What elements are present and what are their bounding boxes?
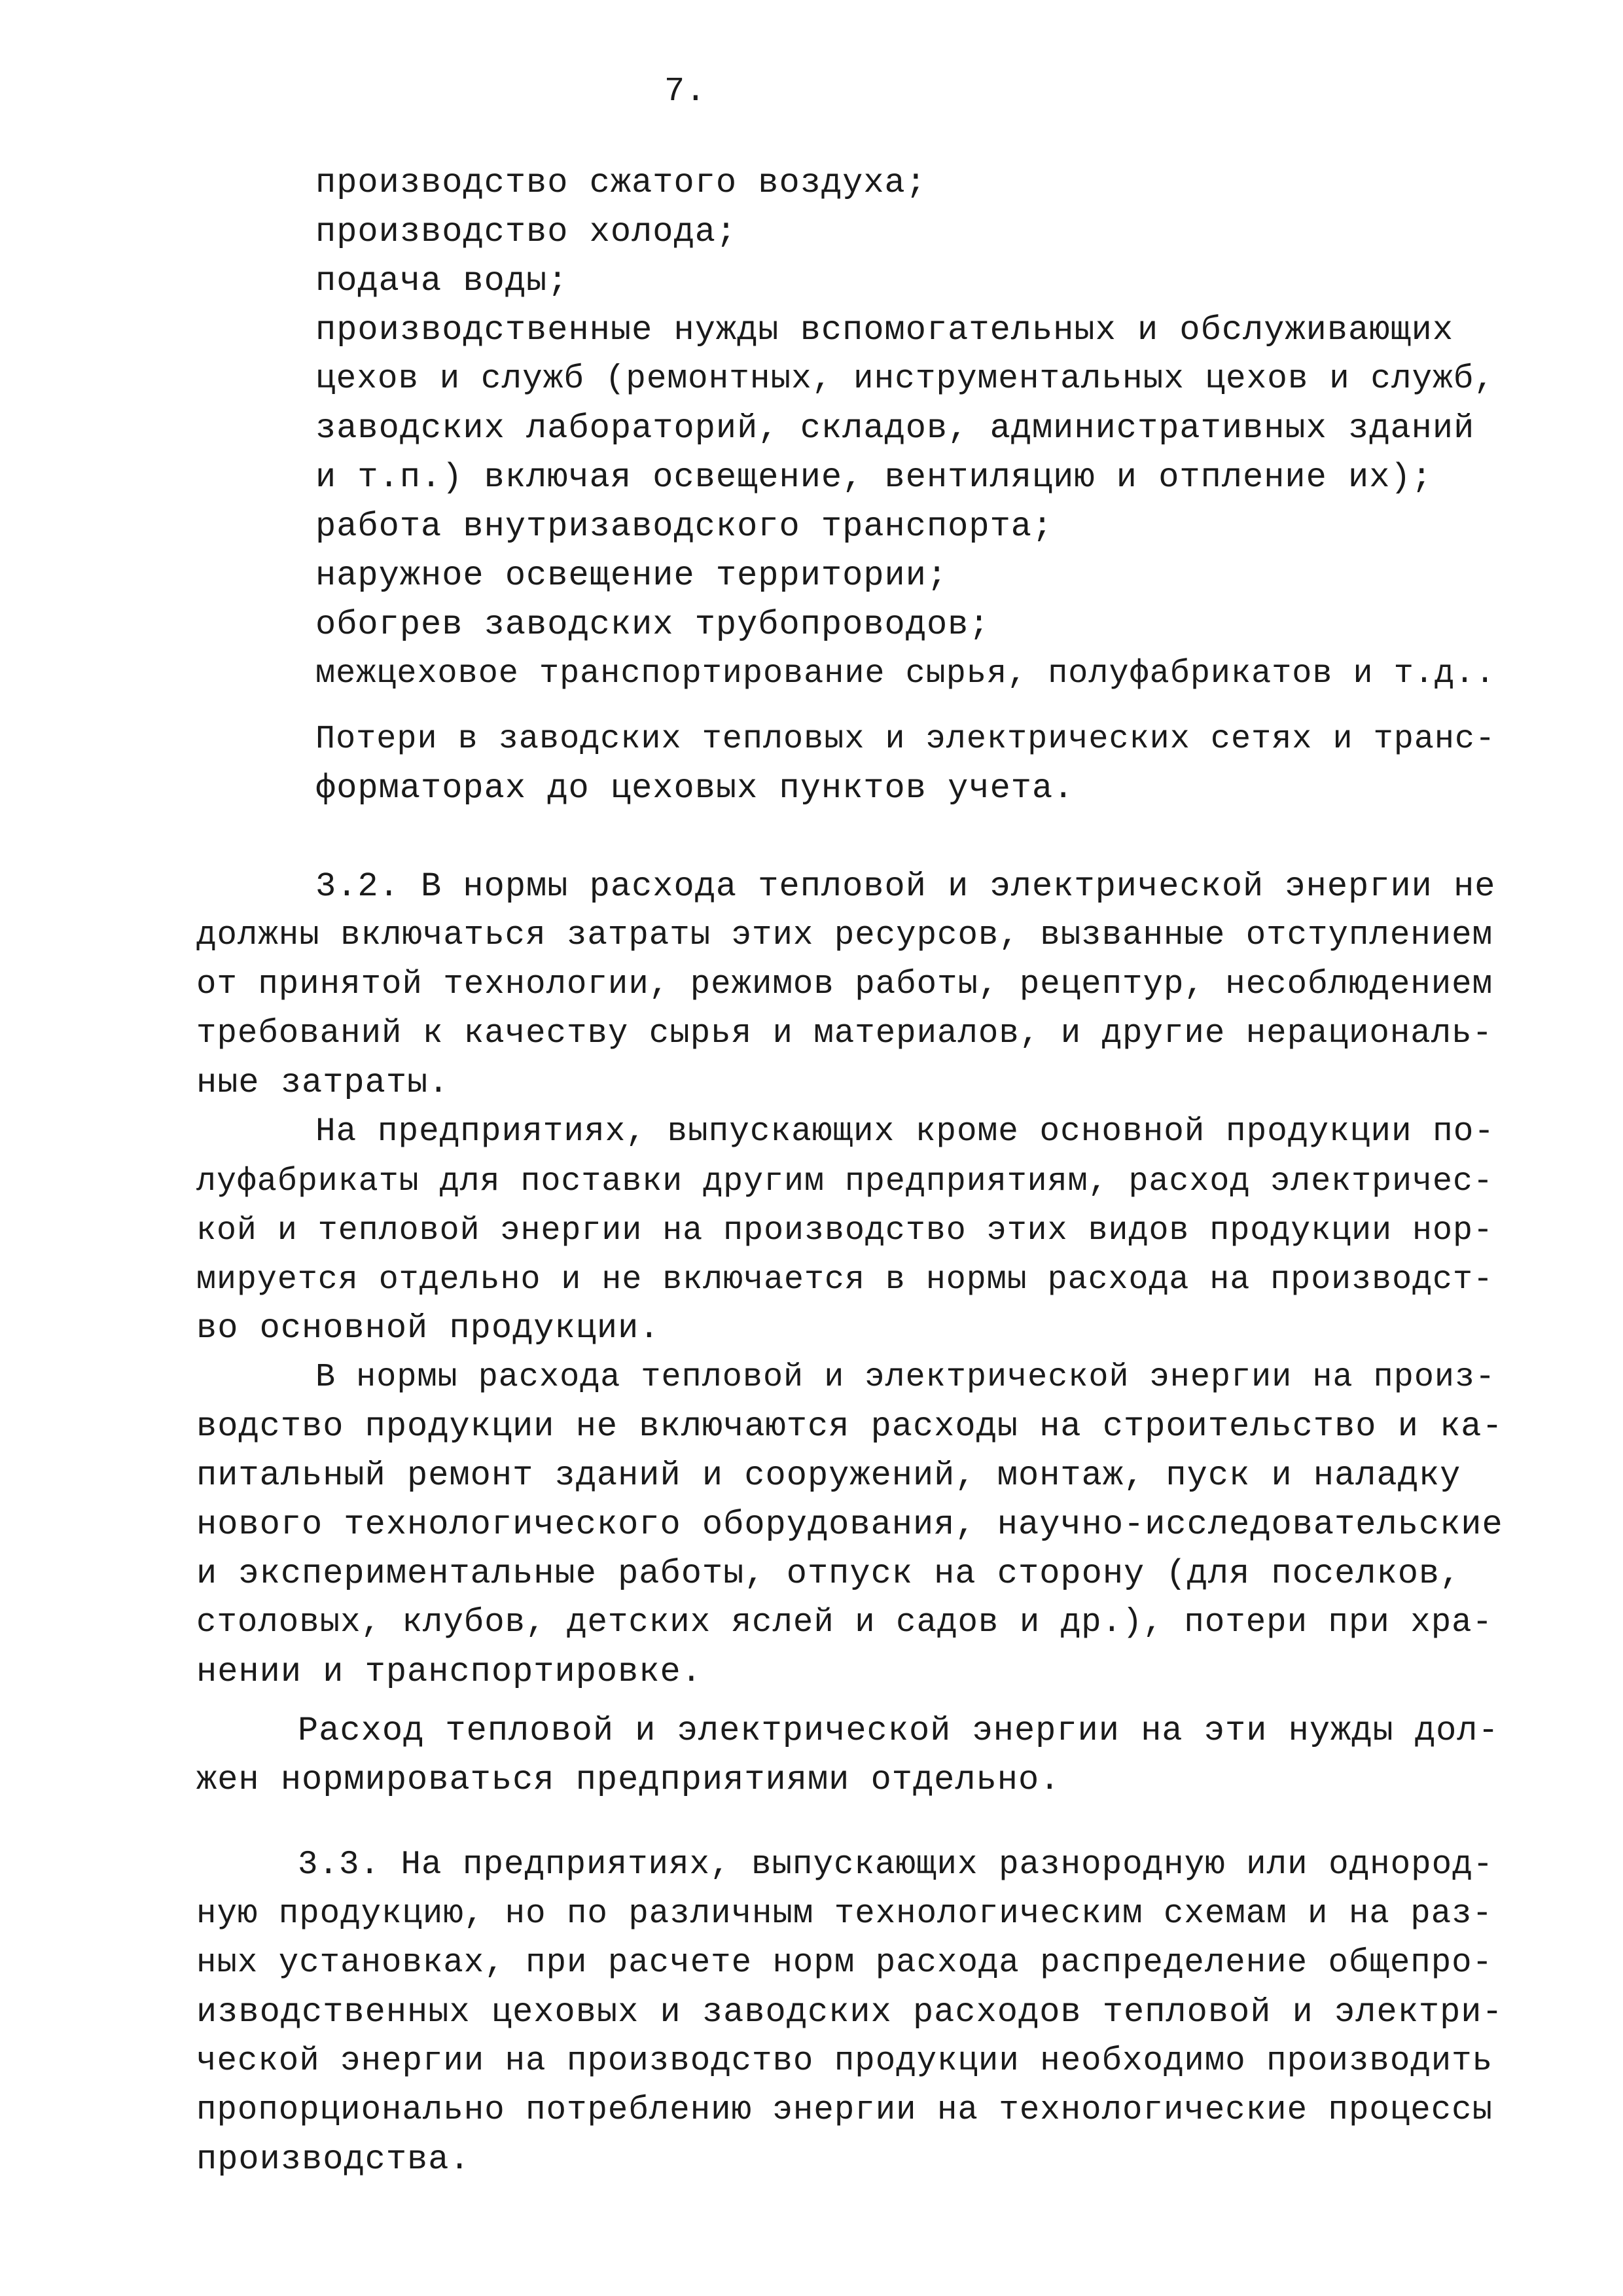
page-number: 7. [664,72,707,111]
list-item: работа внутризаводского транспорта; [315,507,1054,546]
paragraph-line: пропорционально потреблению энергии на технологические процессы [196,2092,1493,2129]
paragraph-line: требований к качеству сырья и материалов, и другие нерациональ- [196,1015,1493,1052]
paragraph-line: ных установках, при расчете норм расхода распределение общепро- [196,1945,1493,1982]
paragraph-line: На предприятиях, выпускающих кроме основной продукции по- [315,1113,1495,1151]
paragraph-line: Потери в заводских тепловых и электрических сетях и транс- [315,721,1496,758]
list-item: заводских лабораторий, складов, административных зданий [315,409,1475,448]
paragraph-line: водство продукции не включаются расходы на строительство и ка- [196,1407,1503,1446]
paragraph-line: ные затраты. [196,1064,450,1102]
paragraph-line: В нормы расхода тепловой и электрической энергии на произ- [315,1359,1496,1396]
paragraph-line: мируется отдельно и не включается в нормы расхода на производст- [196,1261,1493,1298]
paragraph-line: луфабрикаты для поставки другим предприятиям, расход электричес- [196,1162,1493,1200]
list-item: межцеховое транспортирование сырья, полуфабрикатов и т.д.. [315,655,1496,692]
list-item: наружное освещение территории; [315,556,948,595]
list-item: производство холода; [315,213,738,251]
paragraph-line: во основной продукции. [196,1309,660,1348]
list-item: и т.п.) включая освещение, вентиляцию и отпление их); [315,458,1433,497]
paragraph-line: нового технологического оборудования, научно-исследовательские [196,1505,1503,1544]
list-item: цехов и служб (ремонтных, инструментальных цехов и служб, [315,361,1495,398]
paragraph-line: питальный ремонт зданий и сооружений, монтаж, пуск и наладку [196,1456,1461,1495]
paragraph-line: ческой энергии на производство продукции необходимо производить [196,2043,1493,2080]
paragraph-line: кой и тепловой энергии на производство этих видов продукции нор- [196,1211,1493,1249]
paragraph-line: форматорах до цеховых пунктов учета. [315,769,1075,808]
list-item: производство сжатого воздуха; [315,164,927,202]
paragraph-line: от принятой технологии, режимов работы, рецептур, несоблюдением [196,966,1493,1003]
paragraph-line: столовых, клубов, детских яслей и садов и др.), потери при хра- [196,1604,1493,1641]
paragraph-line: Расход тепловой и электрической энергии на эти нужды дол- [298,1712,1499,1750]
paragraph-line: изводственных цеховых и заводских расходов тепловой и электри- [196,1993,1503,2032]
list-item: подача воды; [315,262,569,300]
paragraph-line: и экспериментальные работы, отпуск на сторону (для поселков, [196,1554,1461,1593]
paragraph-line: 3.2. В нормы расхода тепловой и электрической энергии не [315,867,1496,906]
list-item: производственные нужды вспомогательных и обслуживающих [315,311,1454,350]
paragraph-line: должны включаться затраты этих ресурсов, вызванные отступлением [196,917,1493,954]
paragraph-line: производства. [196,2140,471,2179]
list-item: обогрев заводских трубопроводов; [315,605,990,644]
paragraph-line: 3.3. На предприятиях, выпускающих разнородную или однород- [298,1846,1494,1884]
paragraph-line: жен нормироваться предприятиями отдельно. [196,1761,1061,1799]
paragraph-line: ную продукцию, но по различным технологическим схемам и на раз- [196,1895,1493,1933]
paragraph-line: нении и транспортировке. [196,1653,702,1691]
